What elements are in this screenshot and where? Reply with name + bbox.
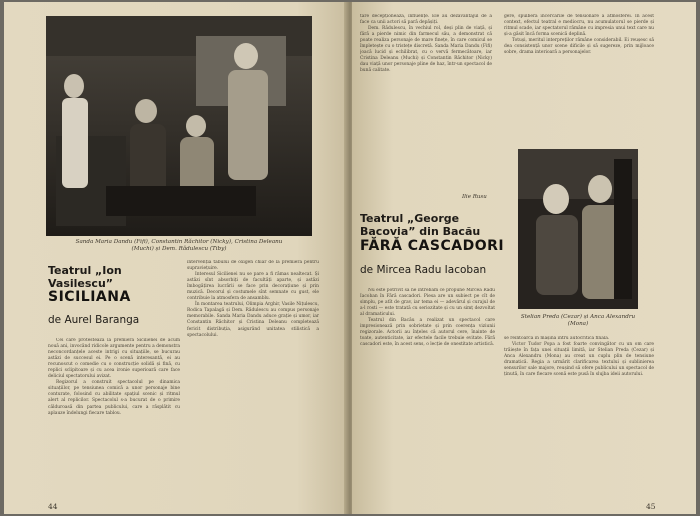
- paragraph: se reîntoarcă în mașină întru autocritica finală.: [504, 336, 610, 341]
- paragraph: Cei care protestează la premiera Sicilienei de acum nouă ani, invocând ridicole argumente pentru a demonstra neconcordanțele aceste intrigi cu situațiile, se bucurau astăzi de succesul ei. Pe o scenă interesantă, ei au recunoscut o comedie cu o construcție solidă și fină, cu replici sclipitoare și cu acea ironie superioară care face deliciul spectatorului avizat.: [48, 338, 180, 380]
- left-page: [4, 2, 348, 514]
- play-title: FĂRĂ CASCADORI: [360, 238, 505, 254]
- review-signature: Ilie Rusu: [462, 194, 487, 200]
- stage-photo-siciliana: [46, 16, 312, 236]
- article-column-1: [48, 338, 180, 498]
- article-column-3: [504, 336, 654, 498]
- paragraph: Teatrul din Bacău a realizat un spectacol care impresionează prin sobrietate și prin coerența viziunii regizorale. Actorii au înțeles că autorul cere, înainte de toate, autenticitate, iar efectele facile trebuie evitate. Fără cascadori este, în acest sens, o lecție de onestitate artistică.: [360, 318, 495, 348]
- review-continuation: [360, 14, 492, 192]
- author-line: de Mircea Radu Iacoban: [360, 264, 487, 276]
- paragraph: Regizorul a construit spectacolul pe dinamica situațiilor, pe tensiunea comică a unor personaje bine conturate, folosind cu abilitate spațiul scenic și ritmul alert al replicilor. Spectacolul s-a bucurat de o primire călduroasă din partea publicului, care a răsplătit cu aplauze îndelungi fiecare tablou.: [48, 380, 180, 416]
- paragraph: Dem. Rădulescu, în vechiul rol, deși plin de viață, și fără a pierde nimic din farmecul său, a demonstrat că poate realiza personaje de mare finețe, în care comicul se împletește cu o tristețe discretă. Sanda Maria Dandu (Fifi) joacă lucid și echilibrat, cu o vervă fermecătoare, iar Cristina Deleanu (Muchi) și Constantin Răchitor (Nicky) dau viață unor personaje pline de haz, într-un spectacol de bună calitate.: [360, 26, 492, 74]
- paragraph: tăre decepționează, influențe. Ele au dezavantajul de a face ca unii actori să pară depășiți.: [360, 14, 492, 26]
- paragraph: Totuși, meritul interpreților rămâne considerabil. Ei reușesc să dea consistență unor scene dificile și să sugereze, prin mijloace sobre, drama interioară a personajelor.: [504, 38, 654, 56]
- paragraph: Victor Tudor Popa a fost foarte convingător cu un om care trăiește în fața unei situații limită, iar Stelian Preda (Cezar) și Anca Alexandru (Mona) au creat un cuplu plin de tensiune dramatică. Regia a urmărit clarificarea textului și sublinierea sensurilor sale majore, reușind să ofere publicului un spectacol de ținută, în care fiecare scenă este pusă în slujba ideii autorului.: [504, 342, 654, 378]
- photo-scene-icon: [46, 16, 312, 236]
- right-page: [352, 2, 696, 514]
- page-number: 44: [48, 502, 58, 511]
- stage-photo-fara-cascadori: [518, 149, 638, 309]
- page-number: 45: [646, 502, 656, 511]
- theatre-title: Teatrul „Ion Vasilescu”: [48, 264, 122, 290]
- photo-caption: Stelian Preda (Cezar) și Anca Alexandru (Mona): [520, 314, 636, 327]
- paragraph: Interesul Sicilienei nu se pare a fi rămas nealtecat. Și astăzi sînt absorbiți de facultăți aparte, și astăzi îmbogățirea lucrării se face prin decorațiune și prin muzică. Decorul și costumele sînt semnate cu gust, ele contribuie la atmosfera de ansamblu.: [187, 272, 319, 302]
- paragraph: gere, spulberă încercările de tensionare a atmosferei. În acest context, efectul teatral e mediocru, nu acumulatorul se pierde și ritmul scade, iar spectatorul rămâne cu impresia unui text care nu și-a găsit încă forma scenică deplină.: [504, 14, 654, 38]
- article-column-2: [504, 14, 654, 142]
- magazine-spread: [4, 2, 696, 514]
- theatre-title: Teatrul „George Bacovia” din Bacău: [360, 212, 481, 238]
- paragraph: Nu este potrivit să ne întrebăm ce propune Mircea Radu Iacoban în Fără cascadori. Piesa are un subiect pe cît de simplu, pe atît de grav, iar tema ei — adevărul și curajul de a-l rosti — este tratată cu seriozitate și cu un simț dezvoltat al dramaticului.: [360, 288, 495, 318]
- paragraph: intervenția tabului de oxigen chiar de la premieră pentru supraviețuire.: [187, 260, 319, 272]
- play-title: SICILIANA: [48, 289, 131, 305]
- article-column-1: [360, 288, 495, 498]
- article-column-2: [187, 260, 319, 498]
- photo-scene-icon: [518, 149, 638, 309]
- author-line: de Aurel Baranga: [48, 314, 140, 326]
- paragraph: În montarea teatrului, Olimpia Arghir, Vasile Nițulescu, Rodica Tapalagă și Dem. Rădulescu au compus personaje memorabile. Sanda Maria Dandu aduce grație și umor, iar Constantin Răchitor și Cristina Deleanu completează fericit distribuția, asigurând unitatea stilistică a spectacolului.: [187, 302, 319, 338]
- photo-caption: Sanda Maria Dandu (Fifi), Constantin Răchitor (Nicky), Cristina Deleanu (Muchi) și Dem. Rădulescu (Tiby): [75, 239, 283, 252]
